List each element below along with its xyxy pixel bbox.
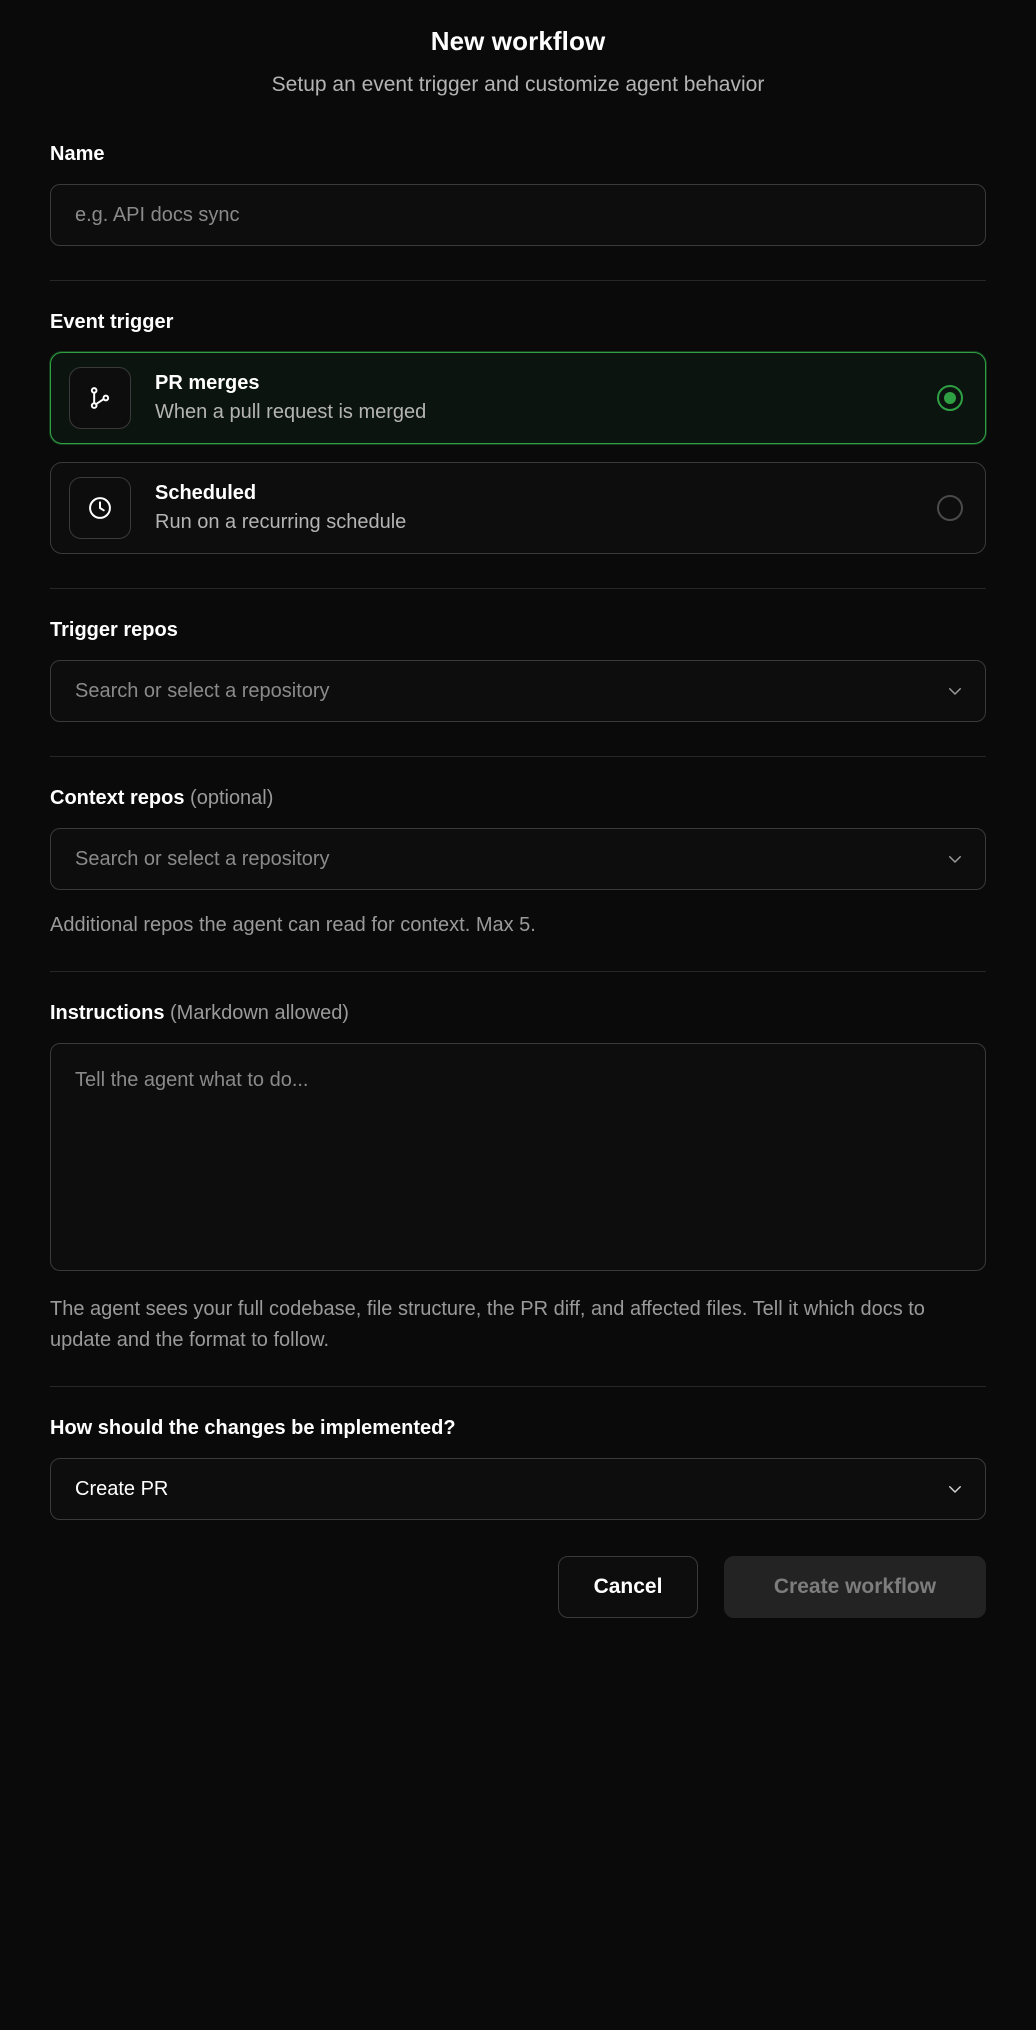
instructions-section (50, 1002, 986, 1356)
name-label: Name (50, 143, 105, 165)
divider-2 (50, 588, 986, 589)
divider-1 (50, 280, 986, 281)
instructions-label-note: (Markdown allowed) (170, 1002, 349, 1024)
git-branch-icon (69, 367, 131, 429)
context-repos-select-value: Search or select a repository (75, 847, 330, 870)
clock-icon (69, 477, 131, 539)
event-trigger-section (50, 311, 986, 554)
trigger-repos-select-value: Search or select a repository (75, 679, 330, 702)
radio-pr-merges[interactable] (937, 385, 963, 411)
trigger-option-title: PR merges (155, 372, 260, 394)
context-repos-select[interactable] (50, 828, 986, 890)
trigger-option-text (155, 372, 937, 424)
dialog-title: New workflow (430, 26, 606, 56)
instructions-label (50, 1002, 986, 1025)
context-repos-label-text: Context repos (50, 787, 185, 809)
implementation-section (50, 1417, 986, 1520)
implementation-select-value: Create PR (75, 1477, 169, 1500)
trigger-option-pr-merges[interactable] (50, 352, 986, 444)
divider-3 (50, 756, 986, 757)
context-repos-label-optional: (optional) (190, 787, 274, 809)
instructions-helper: The agent sees your full codebase, file structure, the PR diff, and affected files. Tell it which docs to update and the format to follow. (50, 1298, 925, 1351)
context-repos-helper: Additional repos the agent can read for context. Max 5. (50, 914, 536, 936)
implementation-label: How should the changes be implemented? (50, 1417, 456, 1439)
trigger-repos-section (50, 619, 986, 722)
trigger-option-text (155, 482, 937, 534)
divider-5 (50, 1386, 986, 1387)
trigger-option-desc: Run on a recurring schedule (155, 511, 407, 533)
trigger-option-scheduled[interactable] (50, 462, 986, 554)
name-input[interactable] (50, 184, 986, 246)
implementation-select[interactable] (50, 1458, 986, 1520)
trigger-option-title: Scheduled (155, 482, 257, 504)
dialog-footer (50, 1520, 986, 1618)
radio-scheduled[interactable] (937, 495, 963, 521)
dialog-subtitle: Setup an event trigger and customize agent behavior (271, 73, 765, 96)
instructions-label-text: Instructions (50, 1002, 165, 1024)
divider-4 (50, 971, 986, 972)
event-trigger-label: Event trigger (50, 311, 174, 333)
trigger-repos-select[interactable] (50, 660, 986, 722)
instructions-textarea[interactable] (50, 1043, 986, 1271)
cancel-button[interactable]: Cancel (558, 1556, 698, 1618)
context-repos-section (50, 787, 986, 941)
trigger-repos-label: Trigger repos (50, 619, 178, 641)
trigger-option-desc: When a pull request is merged (155, 401, 427, 423)
context-repos-label (50, 787, 986, 810)
create-workflow-button[interactable]: Create workflow (724, 1556, 986, 1618)
name-section (50, 143, 986, 246)
